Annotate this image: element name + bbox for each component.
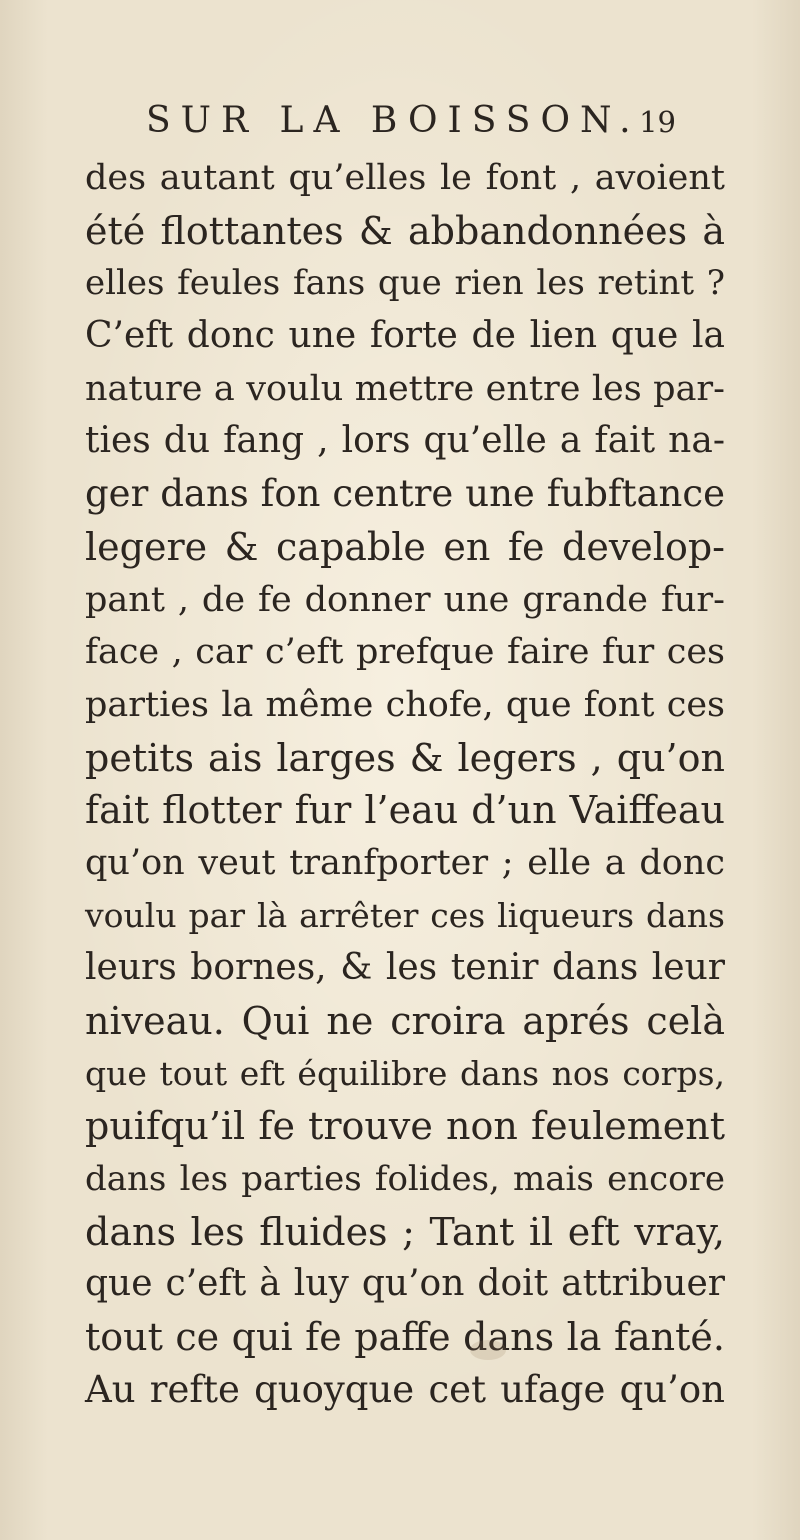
- text-line: face , car c’eft prefque faire fur ces: [85, 632, 725, 673]
- text-line: tout ce qui fe paffe dans la fanté.: [85, 1315, 725, 1360]
- text-line: voulu par là arrêter ces liqueurs dans: [85, 895, 725, 935]
- text-line: dans les parties folides, mais encore: [85, 1159, 725, 1200]
- text-line: fait flotter fur l’eau d’un Vaiffeau: [85, 788, 725, 833]
- running-title: SUR LA BOISSON.: [146, 100, 641, 141]
- text-line: elles feules fans que rien les retint ?: [85, 263, 725, 304]
- text-line: puifqu’il fe trouve non feulement: [85, 1104, 725, 1149]
- text-line: que tout eft équilibre dans nos corps,: [85, 1053, 725, 1093]
- text-line: pant , de fe donner une grande fur-: [85, 579, 725, 620]
- text-line: des autant qu’elles le font , avoient: [85, 158, 725, 198]
- page-number: 19: [639, 105, 676, 139]
- text-line: C’eft donc une forte de lien que la: [85, 315, 725, 357]
- text-line: qu’on veut tranfporter ; elle a donc: [85, 842, 725, 883]
- text-line: niveau. Qui ne croira aprés celà: [85, 999, 725, 1043]
- body-text: [85, 152, 725, 1417]
- text-line: ties du fang , lors qu’elle a fait na-: [85, 420, 725, 462]
- text-line: petits ais larges & legers , qu’on: [85, 735, 725, 780]
- text-line: nature a voulu mettre entre les par-: [85, 368, 725, 409]
- running-head: [146, 96, 676, 146]
- text-line: leurs bornes, & les tenir dans leur: [85, 947, 725, 989]
- text-line: parties la même chofe, que font ces: [85, 684, 725, 725]
- paper-stain: [470, 1340, 506, 1360]
- text-line: dans les fluides ; Tant il eft vray,: [85, 1209, 725, 1254]
- text-line: legere & capable en fe develop-: [85, 524, 725, 569]
- text-line: ger dans fon centre une fubftance: [85, 472, 725, 516]
- text-line: Au refte quoyque cet ufage qu’on: [85, 1367, 725, 1411]
- text-line: été flottantes & abbandonnées à: [85, 208, 725, 253]
- text-line: que c’eft à luy qu’on doit attribuer: [85, 1263, 725, 1305]
